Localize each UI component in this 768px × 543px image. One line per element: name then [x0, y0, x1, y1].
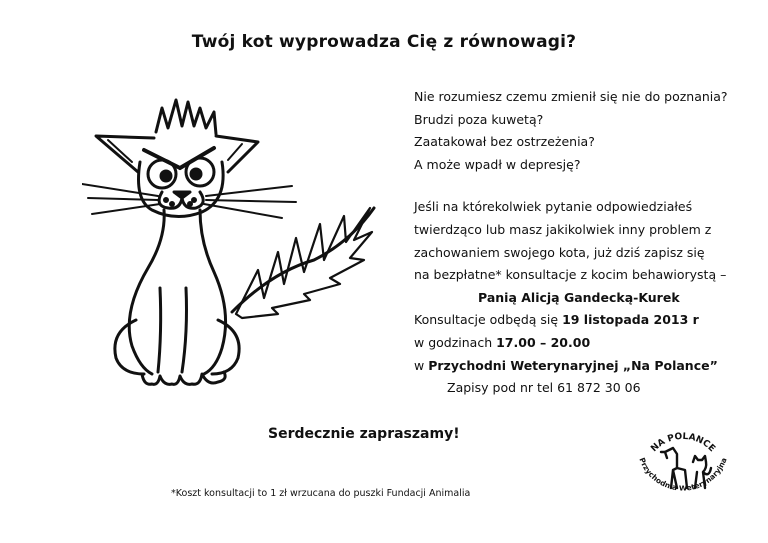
- invitation: Serdecznie zapraszamy!: [268, 426, 460, 442]
- cat-drawing-icon: [82, 92, 382, 392]
- place-line: [414, 355, 759, 378]
- page-title: Twój kot wyprowadza Cię z równowagi?: [191, 32, 577, 52]
- question-4: A może wpadł w depresję?: [414, 156, 581, 172]
- body-line-2: twierdząco lub masz jakikolwiek inny problem z: [414, 221, 712, 237]
- place: Przychodni Weterynaryjnej „Na Polance”: [428, 357, 718, 373]
- clinic-logo-icon: [627, 418, 739, 530]
- hours: 17.00 – 20.00: [496, 334, 591, 350]
- hours-prefix: w godzinach: [414, 334, 493, 350]
- consult-prefix: Konsultacje odbędą się: [414, 312, 559, 328]
- body-line-3: zachowaniem swojego kota, już dziś zapisz się: [414, 244, 705, 260]
- signup-phone: Zapisy pod nr tel 61 872 30 06: [447, 380, 641, 396]
- footnote: *Koszt konsultacji to 1 zł wrzucana do puszki Fundacji Animalia: [171, 488, 471, 499]
- hours-line: [414, 332, 759, 355]
- consult-date: 19 listopada 2013 r: [562, 312, 699, 328]
- main-text: [414, 86, 759, 400]
- body-line-1: Jeśli na którekolwiek pytanie odpowiedziałeś: [414, 199, 693, 215]
- body-line-4: na bezpłatne* konsultacje z kocim behawiorystą –: [414, 267, 727, 283]
- question-1: Nie rozumiesz czemu zmienił się nie do poznania?: [414, 89, 728, 104]
- svg-text:Przychodnia Weterynaryjna: [637, 456, 728, 492]
- question-2: Brudzi poza kuwetą?: [414, 111, 544, 127]
- svg-text:NA POLANCE: [649, 432, 716, 454]
- logo-top-text: NA POLANCE: [649, 431, 717, 455]
- behaviorist-name: Panią Alicją Gandecką-Kurek: [478, 289, 680, 305]
- place-prefix: w: [414, 357, 425, 373]
- consult-date-line: [414, 309, 759, 332]
- question-3: Zaatakował bez ostrzeżenia?: [414, 134, 595, 150]
- logo-bottom-text: Przychodnia Weterynaryjna: [637, 456, 729, 493]
